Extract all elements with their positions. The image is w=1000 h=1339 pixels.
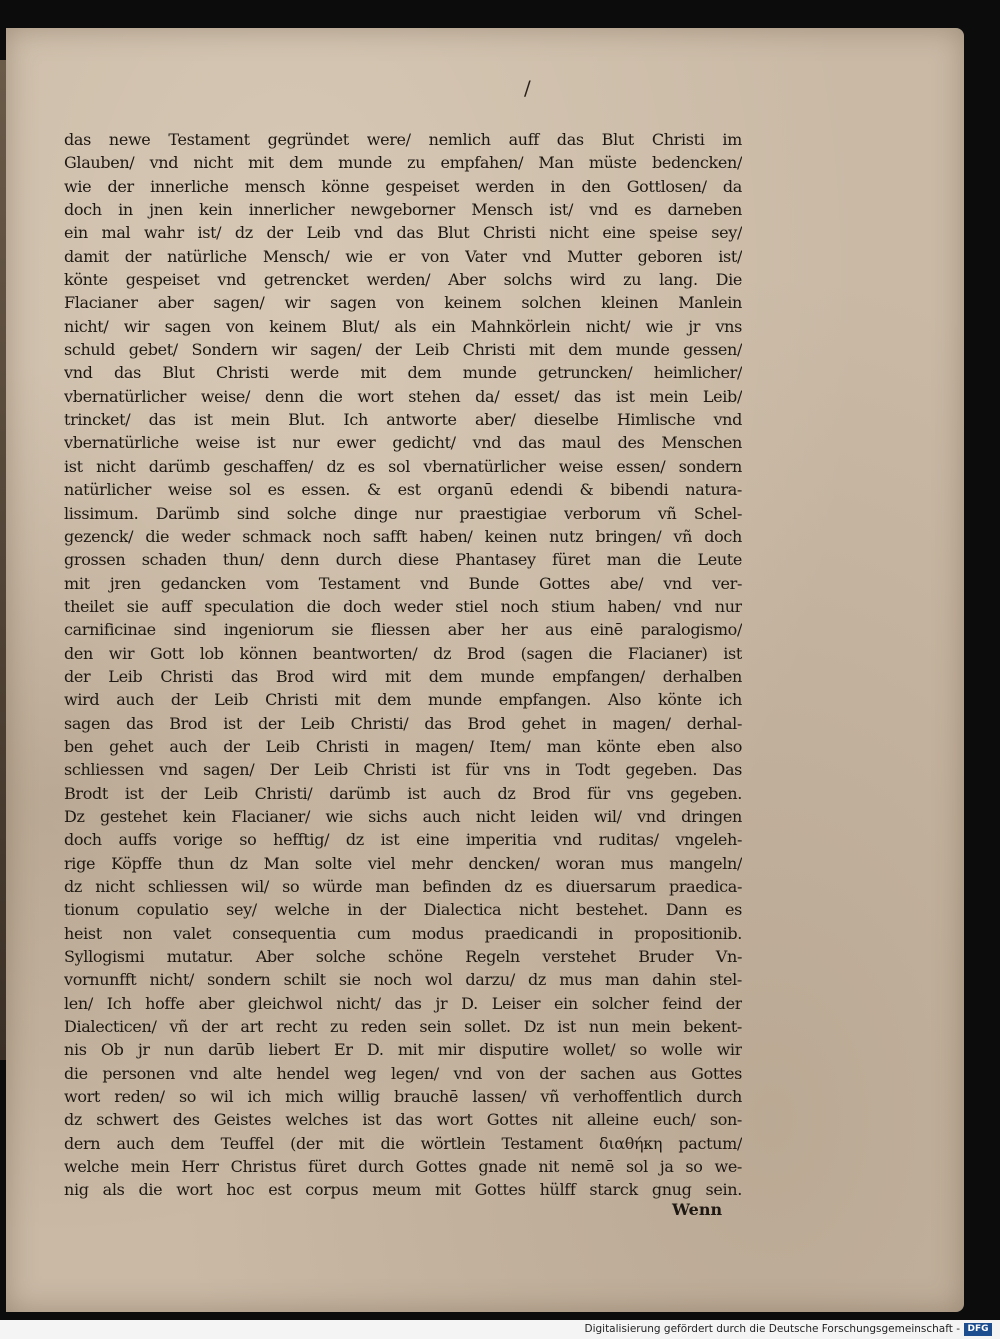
catchword: Wenn [672, 1200, 723, 1219]
text-line: der Leib Christi das Brod wird mit dem munde empfangen/ derhalben [64, 666, 742, 686]
text-line: nicht/ wir sagen von keinem Blut/ als ein Mahnkörlein nicht/ wie jr vns [64, 316, 742, 336]
text-line: die personen vnd alte hendel weg legen/ vnd von der sachen aus Gottes [64, 1063, 742, 1083]
text-line: vornunfft nicht/ sondern schilt sie noch wol darzu/ dz mus man dahin stel- [64, 970, 742, 990]
text-line: Dz gestehet kein Flacianer/ wie sichs auch nicht leiden wil/ vnd dringen [64, 806, 742, 826]
text-line: wie der innerliche mensch könne gespeiset werden in den Gottlosen/ da [64, 176, 742, 196]
text-line: vbernatürlicher weise/ denn die wort stehen da/ esset/ das ist mein Leib/ [64, 386, 742, 406]
text-line: natürlicher weise sol es essen. & est organū edendi & bibendi natura- [64, 480, 742, 500]
text-line: wort reden/ so wil ich mich willig brauchē lassen/ vñ verhoffentlich durch [64, 1087, 742, 1107]
folio-mark: / [524, 76, 531, 100]
text-line: grossen schaden thun/ denn durch diese Phantasey füret man die Leute [64, 550, 742, 570]
footer-bar [0, 1320, 1000, 1339]
text-line: heist non valet consequentia cum modus praedicandi in propositionib. [64, 923, 742, 943]
text-line: Flacianer aber sagen/ wir sagen von keinem solchen kleinen Manlein [64, 293, 742, 313]
text-line: welche mein Herr Christus füret durch Gottes gnade nit nemē sol ja so we- [64, 1157, 742, 1177]
text-line: wird auch der Leib Christi mit dem munde empfangen. Also könte ich [64, 690, 742, 710]
text-line: ist nicht darümb geschaffen/ dz es sol vbernatürlicher weise essen/ sondern [64, 456, 742, 476]
text-line: nig als die wort hoc est corpus meum mit Gottes hülff starck gnug sein. [64, 1180, 742, 1200]
text-line: nis Ob jr nun darūb liebert Er D. mit mir disputire wollet/ so wolle wir [64, 1040, 742, 1060]
text-line: carnificinae sind ingeniorum sie fliessen aber her aus einē paralogismo/ [64, 620, 742, 640]
text-line: Glauben/ vnd nicht mit dem munde zu empfahen/ Man müste bedencken/ [64, 153, 742, 173]
text-line: Dialecticen/ vñ der art recht zu reden sein sollet. Dz ist nun mein bekent- [64, 1017, 742, 1037]
book-page [6, 28, 964, 1312]
text-line: vbernatürliche weise ist nur ewer gedicht/ vnd das maul des Menschen [64, 433, 742, 453]
text-line: ein mal wahr ist/ dz der Leib vnd das Blut Christi nicht eine speise sey/ [64, 223, 742, 243]
text-line: schliessen vnd sagen/ Der Leib Christi ist für vns in Todt gegeben. Das [64, 760, 742, 780]
text-line: dern auch dem Teuffel (der mit die wörtlein Testament διαθήκη pactum/ [64, 1133, 742, 1153]
text-line: gezenck/ die weder schmack noch safft haben/ keinen nutz bringen/ vñ doch [64, 526, 742, 546]
text-line: doch auffs vorige so hefftig/ dz ist eine imperitia vnd ruditas/ vngeleh- [64, 830, 742, 850]
text-line: theilet sie auff speculation die doch weder stiel noch stium haben/ vnd nur [64, 596, 742, 616]
text-line: vnd das Blut Christi werde mit dem munde getruncken/ heimlicher/ [64, 363, 742, 383]
text-line: doch in jnen kein innerlicher newgeborner Mensch ist/ vnd es darneben [64, 200, 742, 220]
text-line: sagen das Brod ist der Leib Christi/ das Brod gehet in magen/ derhal- [64, 713, 742, 733]
text-line: dz nicht schliessen wil/ so würde man befinden dz es diuersarum praedica- [64, 877, 742, 896]
text-line: Syllogismi mutatur. Aber solche schöne Regeln verstehet Bruder Vn- [64, 947, 742, 967]
text-line: mit jren gedancken vom Testament vnd Bunde Gottes abe/ vnd ver- [64, 573, 742, 593]
text-line: Brodt ist der Leib Christi/ darümb ist auch dz Brod für vns gegeben. [64, 783, 742, 803]
dfg-logo: DFG [964, 1323, 992, 1336]
text-line: das newe Testament gegründet were/ nemlich auff das Blut Christi im [64, 130, 742, 149]
text-line: len/ Ich hoffe aber gleichwol nicht/ das jr D. Leiser ein solcher feind der [64, 993, 742, 1013]
text-block [64, 128, 742, 1202]
text-line: den wir Gott lob können beantworten/ dz Brod (sagen die Flacianer) ist [64, 643, 742, 663]
text-line: dz schwert des Geistes welches ist das wort Gottes nit alleine euch/ son- [64, 1110, 742, 1130]
footer-credit: Digitalisierung gefördert durch die Deutsche Forschungsgemeinschaft - [584, 1323, 960, 1335]
text-line: ben gehet auch der Leib Christi in magen/ Item/ man könte eben also [64, 736, 742, 756]
text-line: könte gespeiset vnd getrencket werden/ Aber solchs wird zu lang. Die [64, 270, 742, 290]
text-line: rige Köpffe thun dz Man solte viel mehr dencken/ woran mus mangeln/ [64, 853, 742, 873]
text-line: schuld gebet/ Sondern wir sagen/ der Leib Christi mit dem munde gessen/ [64, 340, 742, 360]
text-line: damit der natürliche Mensch/ wie er von Vater vnd Mutter geboren ist/ [64, 246, 742, 266]
text-line: trincket/ das ist mein Blut. Ich antworte aber/ dieselbe Himlische vnd [64, 410, 742, 430]
text-line: tionum copulatio sey/ welche in der Dialectica nicht bestehet. Dann es [64, 900, 742, 920]
text-line: lissimum. Darümb sind solche dinge nur praestigiae verborum vñ Schel- [64, 503, 742, 523]
